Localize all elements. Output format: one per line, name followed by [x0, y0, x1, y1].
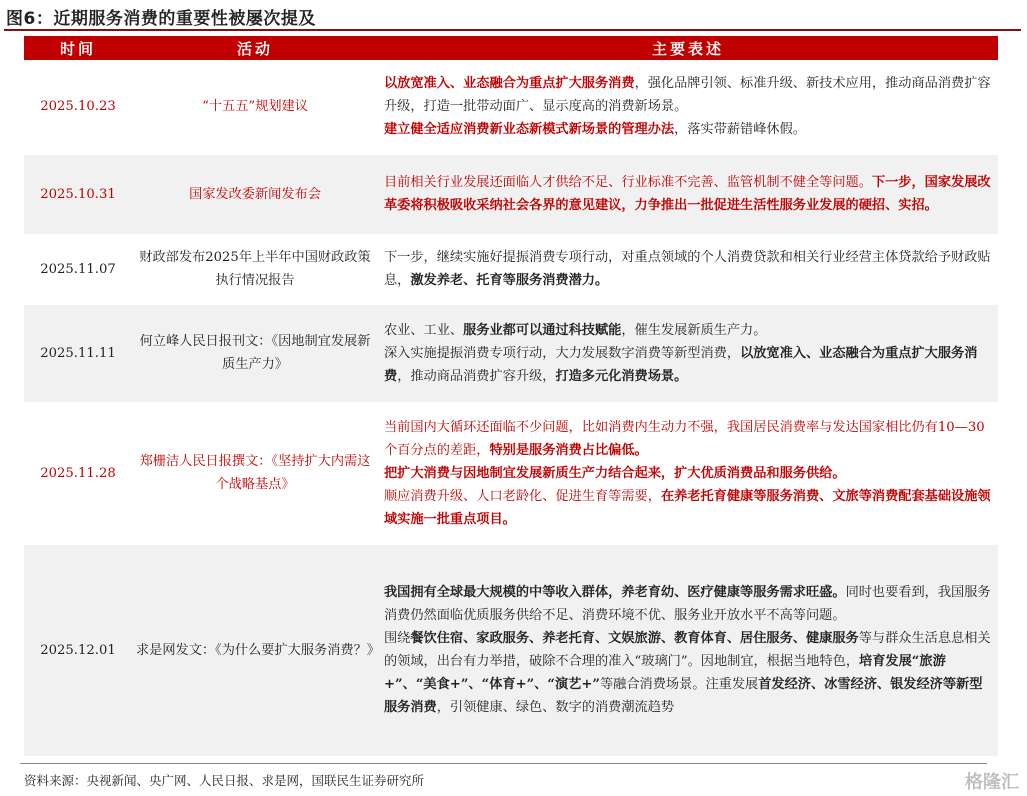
- statement-paragraph: [384, 171, 992, 217]
- statement-text: 首发经济、冰雪经济、银发经济等新型服务消费: [384, 677, 983, 715]
- statement-text: 目前相关行业发展还面临人才供给不足、行业标准不完善、监管机制不健全等问题。: [384, 175, 872, 190]
- row-statement: [378, 154, 998, 234]
- statement-text: ，落实带薪错峰休假。: [674, 122, 806, 138]
- statement-text: 当前国内大循环还面临不少问题，比如消费内生动力不强，我国居民消费率与发达国家相比仍有10—30个百分点的差距，: [384, 419, 985, 458]
- statement-text: 服务业都可以通过科技赋能: [463, 322, 622, 338]
- table-row: [24, 154, 998, 234]
- statement-text: 农业、工业、: [384, 322, 464, 338]
- statement-paragraph: [384, 581, 992, 627]
- statement-text: 同时也要看到，我国服务消费仍然面临优质服务供给不足、消费环境不优、服务业开放水平不高等问题。: [384, 585, 991, 623]
- statement-text: ，强化品牌引领、标准升级、新技术应用，推动商品消费扩容升级，打造一批带动面广、显示度高的消费新场景。: [384, 76, 991, 115]
- statement-text: 培育发展“旅游+”、“美食+”、“体育+”、“演艺+”: [384, 654, 946, 692]
- statement-text: 等与群众生活息息相关的领域，出台有力举措，破除不合理的准入“玻璃门”。因地制宜，根据当地特色，: [384, 631, 991, 669]
- statement-text: 在养老托育健康等服务消费、文旅等消费配套基础设施领域实施一批重点项目。: [384, 488, 991, 527]
- row-activity: 国家发改委新闻发布会: [132, 154, 378, 234]
- row-statement: [378, 304, 998, 402]
- statement-text: 扩大优质消费品和服务供给。: [674, 465, 846, 481]
- statement-text: 深入实施提振消费专项行动，大力发展数字消费等新型消费，: [384, 345, 741, 361]
- row-activity: “十五五”规划建议: [132, 60, 378, 154]
- statement-paragraph: [384, 118, 992, 141]
- row-date: 2025.10.23: [24, 60, 132, 154]
- watermark-logo: 格隆汇: [965, 772, 1019, 793]
- statement-text: 激发养老、托育等服务消费潜力。: [410, 273, 609, 288]
- header-date: 时间: [24, 36, 132, 60]
- header-activity: 活动: [132, 36, 378, 60]
- statement-paragraph: [384, 627, 992, 719]
- row-statement: [378, 402, 998, 544]
- statement-text: 围绕: [384, 631, 411, 646]
- statement-text: 顺应消费升级、人口老龄化、促进生育等需要，: [384, 488, 661, 504]
- table-row: [24, 234, 998, 304]
- statement-text: 建立健全适应消费新业态新模式新场景的管理办法: [384, 122, 675, 138]
- row-activity: 何立峰人民日报刊文：《因地制宜发展新质生产力》: [132, 304, 378, 402]
- figure-title: 图6：近期服务消费的重要性被屡次提及: [6, 9, 316, 29]
- statement-paragraph: [384, 416, 992, 462]
- table-row: [24, 544, 998, 756]
- statement-text: 餐饮住宿、家政服务、养老托育、文娱旅游、教育体育、居住服务、健康服务: [410, 631, 859, 646]
- row-date: 2025.10.31: [24, 154, 132, 234]
- row-activity: 郑栅洁人民日报撰文：《坚持扩大内需这个战略基点》: [132, 402, 378, 544]
- statement-paragraph: [384, 72, 992, 118]
- title-divider: [4, 29, 1021, 31]
- statement-text: 下一步，国家发展改革委将积极吸收采纳社会各界的意见建议，力争推出一批促进生活性服务业发展的硬招、实招。: [384, 175, 991, 213]
- statement-paragraph: [384, 246, 992, 292]
- statement-paragraph: [384, 319, 992, 342]
- row-date: 2025.11.11: [24, 304, 132, 402]
- table-row: [24, 402, 998, 544]
- row-activity: 求是网发文：《为什么要扩大服务消费？》: [132, 544, 378, 756]
- row-statement: [378, 544, 998, 756]
- header-statement: 主要表述: [378, 36, 998, 60]
- table-header-row: [24, 36, 998, 60]
- policy-table: [24, 36, 998, 757]
- statement-text: ，催生发展新质生产力。: [621, 322, 767, 338]
- statement-paragraph: [384, 342, 992, 388]
- footer-divider: [20, 763, 987, 764]
- row-activity: 财政部发布2025年上半年中国财政政策执行情况报告: [132, 234, 378, 304]
- statement-text: 以放宽准入、业态融合为重点扩大服务消费: [384, 345, 978, 384]
- statement-text: 等融合消费场景。注重发展: [599, 677, 759, 692]
- table-row: [24, 304, 998, 402]
- statement-text: 把扩大消费与因地制宜发展新质生产力结合起来，: [384, 465, 675, 481]
- statement-paragraph: [384, 485, 992, 531]
- statement-text: 下一步，继续实施好提振消费专项行动，对重点领域的个人消费贷款和相关行业经营主体贷款给予财政贴息，: [384, 250, 991, 288]
- row-date: 2025.11.07: [24, 234, 132, 304]
- statement-text: 以放宽准入、业态融合为重点扩大服务消费: [384, 76, 635, 92]
- statement-text: 特别是服务消费占比偏低。: [489, 442, 648, 458]
- row-date: 2025.12.01: [24, 544, 132, 756]
- statement-paragraph: [384, 462, 992, 485]
- source-note: 资料来源：央视新闻、央广网、人民日报、求是网，国联民生证券研究所: [24, 773, 425, 788]
- statement-text: 我国拥有全球最大规模的中等收入群体，养老育幼、医疗健康等服务需求旺盛。: [384, 585, 846, 600]
- statement-text: ，引领健康、绿色、数字的消费潮流趋势: [436, 700, 675, 715]
- row-statement: [378, 234, 998, 304]
- table-row: [24, 60, 998, 154]
- row-date: 2025.11.28: [24, 402, 132, 544]
- statement-text: 打造多元化消费场景。: [555, 368, 688, 384]
- statement-text: ，推动商品消费扩容升级，: [397, 368, 556, 384]
- row-statement: [378, 60, 998, 154]
